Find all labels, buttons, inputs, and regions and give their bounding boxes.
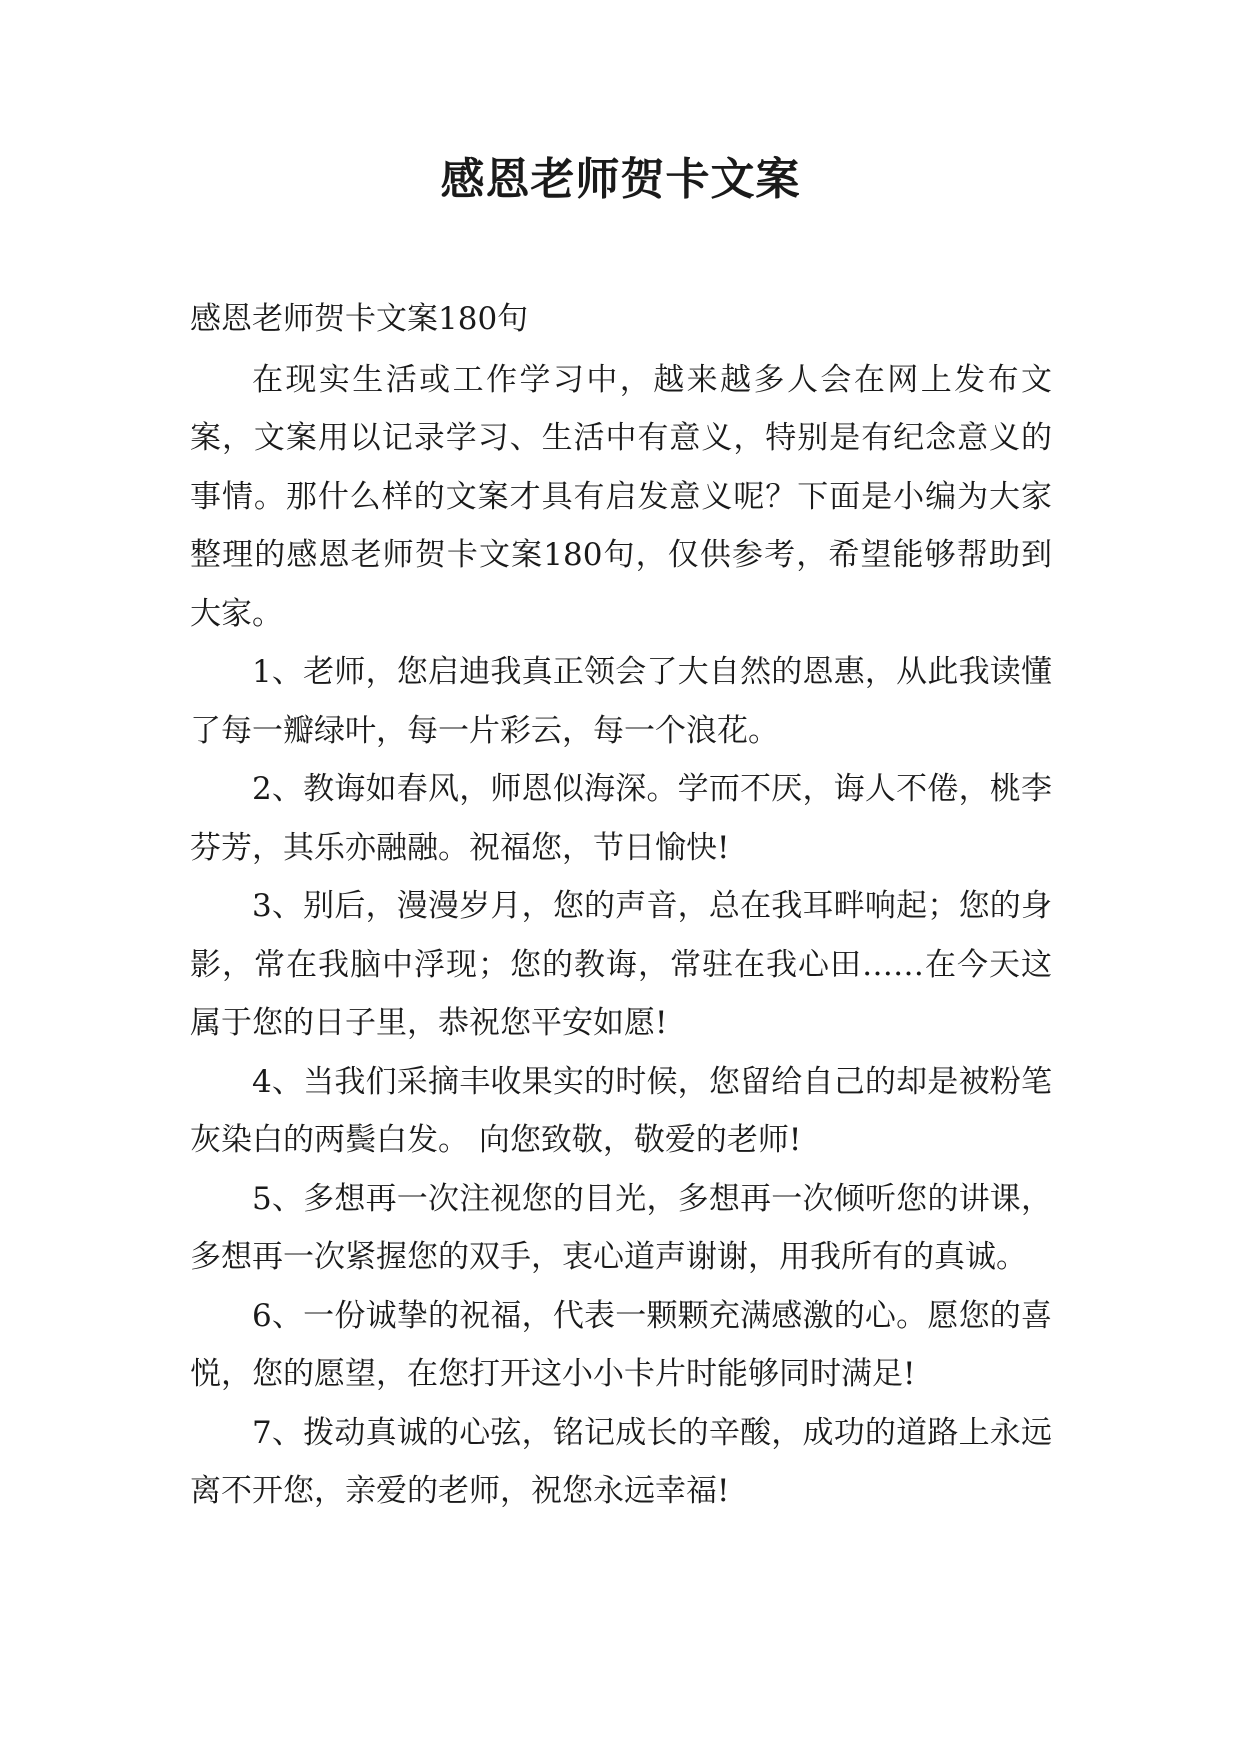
- intro-paragraph: 在现实生活或工作学习中，越来越多人会在网上发布文案，文案用以记录学习、生活中有意义，特别是有纪念意义的事情。那什么样的文案才具有启发意义呢？下面是小编为大家整理的感恩老师贺卡文案180句，仅供参考，希望能够帮助到大家。: [190, 361, 1052, 632]
- list-item: 7、拨动真诚的心弦，铭记成长的辛酸，成功的道路上永远离不开您，亲爱的老师，祝您永远幸福!: [190, 1414, 1052, 1509]
- list-item: 5、多想再一次注视您的目光，多想再一次倾听您的讲课，多想再一次紧握您的双手，衷心道声谢谢，用我所有的真诚。: [190, 1180, 1052, 1275]
- list-item: 2、教诲如春风，师恩似海深。学而不厌，诲人不倦，桃李芬芳，其乐亦融融。祝福您，节日愉快!: [190, 771, 1052, 866]
- list-item: 4、当我们采摘丰收果实的时候，您留给自己的却是被粉笔灰染白的两鬓白发。 向您致敬，敬爱的老师!: [190, 1063, 1052, 1158]
- list-item: 3、别后，漫漫岁月，您的声音，总在我耳畔响起；您的身影，常在我脑中浮现；您的教诲，常驻在我心田……在今天这属于您的日子里，恭祝您平安如愿!: [190, 888, 1052, 1041]
- document-body: [190, 290, 1052, 1521]
- list-item: 6、一份诚挚的祝福，代表一颗颗充满感激的心。愿您的喜悦，您的愿望，在您打开这小小卡片时能够同时满足!: [190, 1297, 1052, 1392]
- document-subtitle: 感恩老师贺卡文案180句: [190, 301, 529, 337]
- list-item: 1、老师，您启迪我真正领会了大自然的恩惠，从此我读懂了每一瓣绿叶，每一片彩云，每一个浪花。: [190, 654, 1052, 749]
- document-title: 感恩老师贺卡文案: [440, 154, 801, 205]
